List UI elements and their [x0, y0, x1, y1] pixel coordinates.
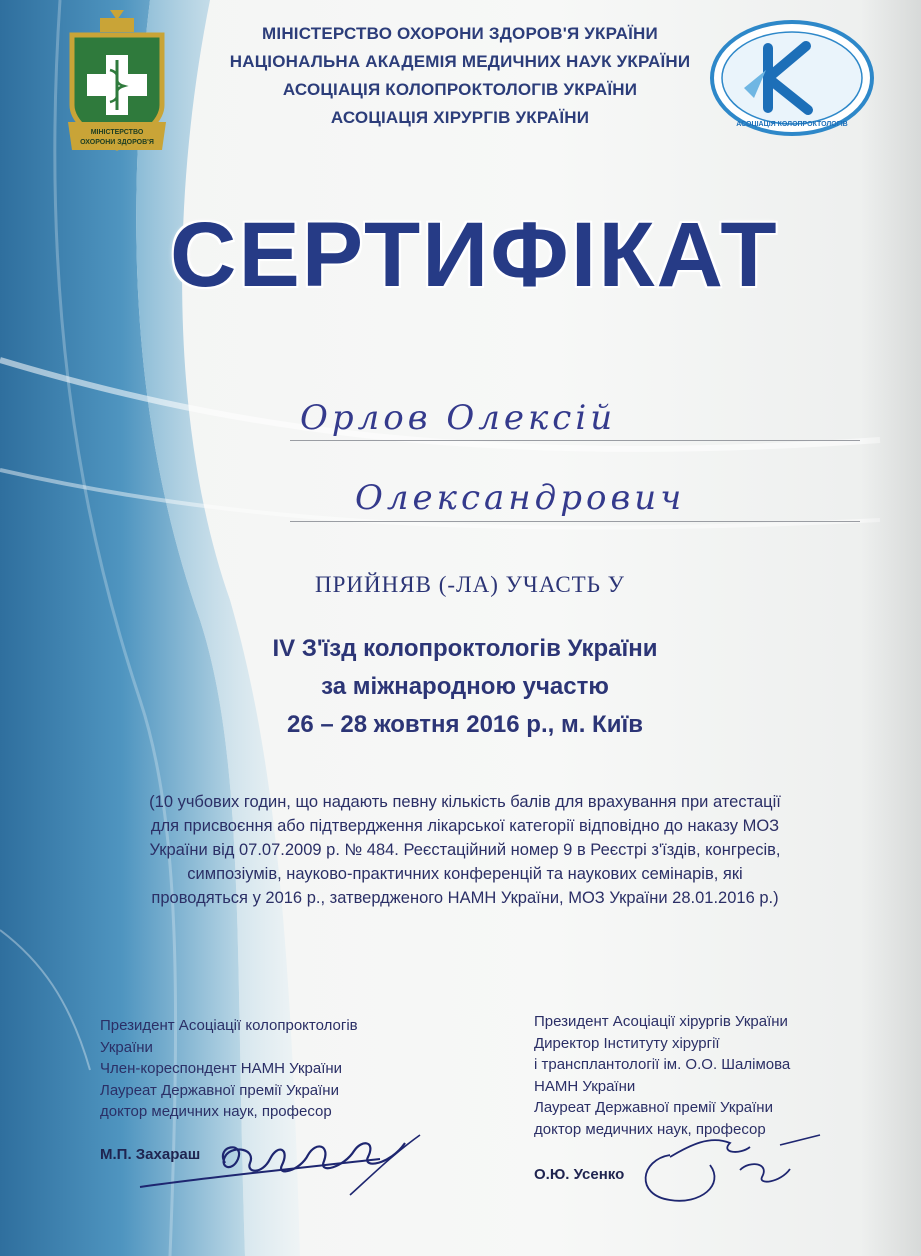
- note-line: (10 учбових годин, що надають певну кількість балів для врахування при атестації: [149, 793, 781, 811]
- certificate-title: СЕРТИФІКАТ: [170, 204, 779, 306]
- coloproctology-association-logo-icon: [708, 18, 876, 138]
- signatory-title-line: України: [100, 1038, 153, 1056]
- event-date-place: 26 – 28 жовтня 2016 р., м. Київ: [287, 711, 643, 738]
- org-coloproctology-association: АСОЦІАЦІЯ КОЛОПРОКТОЛОГІВ УКРАЇНИ: [282, 80, 638, 99]
- signatory-title-line: доктор медичних наук, професор: [534, 1120, 766, 1138]
- participated-label: ПРИЙНЯВ (-ЛА) УЧАСТЬ У: [315, 572, 625, 597]
- signatory-title-line: Член-кореспондент НАМН України: [100, 1060, 343, 1077]
- recipient-patronymic: Олександрович: [355, 478, 686, 518]
- recipient-underline-1: [290, 440, 860, 441]
- right-signatory-name: О.Ю. Усенко: [534, 1166, 625, 1183]
- event-international: за міжнародною участю: [321, 673, 609, 700]
- left-signatory-titles: [100, 1015, 358, 1123]
- org-surgeons-association: АСОЦІАЦІЯ ХІРУРГІВ УКРАЇНИ: [330, 108, 590, 127]
- recipient-underline-2: [290, 521, 860, 522]
- page-edge-shadow: [861, 0, 921, 1256]
- note-line: симпозіумів, науково-практичних конференцій та наукових семінарів, які: [187, 865, 743, 883]
- org-ministry-health: МІНІСТЕРСТВО ОХОРОНИ ЗДОРОВ'Я УКРАЇНИ: [262, 24, 658, 43]
- org-academy-medical-sciences: НАЦІОНАЛЬНА АКАДЕМІЯ МЕДИЧНИХ НАУК УКРАЇНИ: [229, 52, 691, 71]
- left-handwritten-signature: [130, 1115, 430, 1210]
- emblem-text-line2: ОХОРОНИ ЗДОРОВ'Я: [80, 139, 154, 146]
- right-signatory-titles: [534, 1011, 790, 1140]
- signatory-title-line: Президент Асоціації колопроктологів: [100, 1017, 358, 1034]
- right-handwritten-signature: [630, 1125, 830, 1220]
- note-line: України від 07.07.2009 р. № 484. Реєстаційний номер 9 в Реєстрі з'їздів, конгресів,: [149, 841, 781, 859]
- note-line: проводяться у 2016 р., затвердженого НАМН України, МОЗ України 28.01.2016 р.): [151, 889, 779, 907]
- organizations-header: [210, 20, 710, 132]
- emblem-text-line1: МІНІСТЕРСТВО: [90, 129, 144, 136]
- signatory-title-line: НАМН України: [534, 1077, 636, 1095]
- event-name: IV З'їзд колопроктологів України: [272, 635, 658, 662]
- accreditation-note: [90, 790, 840, 910]
- signatory-title-line: доктор медичних наук, професор: [100, 1103, 332, 1120]
- signatory-title-line: і трансплантології ім. О.О. Шалімова: [534, 1056, 791, 1073]
- left-signatory-name: М.П. Захараш: [100, 1146, 201, 1163]
- event-title: [230, 630, 700, 744]
- signatory-title-line: Президент Асоціації хірургів України: [534, 1013, 788, 1030]
- ministry-of-health-emblem-icon: [62, 10, 172, 160]
- signatory-title-line: Лауреат Державної премії України: [100, 1081, 339, 1099]
- signatory-title-line: Директор Інституту хірургії: [534, 1034, 720, 1052]
- logo-caption: АСОЦІАЦІЯ КОЛОПРОКТОЛОГІВ: [736, 121, 848, 128]
- recipient-surname-given-name: Орлов Олексій: [300, 398, 617, 438]
- signatory-title-line: Лауреат Державної премії України: [534, 1099, 773, 1116]
- note-line: для присвоєння або підтвердження лікарської категорії відповідно до наказу МОЗ: [150, 817, 780, 835]
